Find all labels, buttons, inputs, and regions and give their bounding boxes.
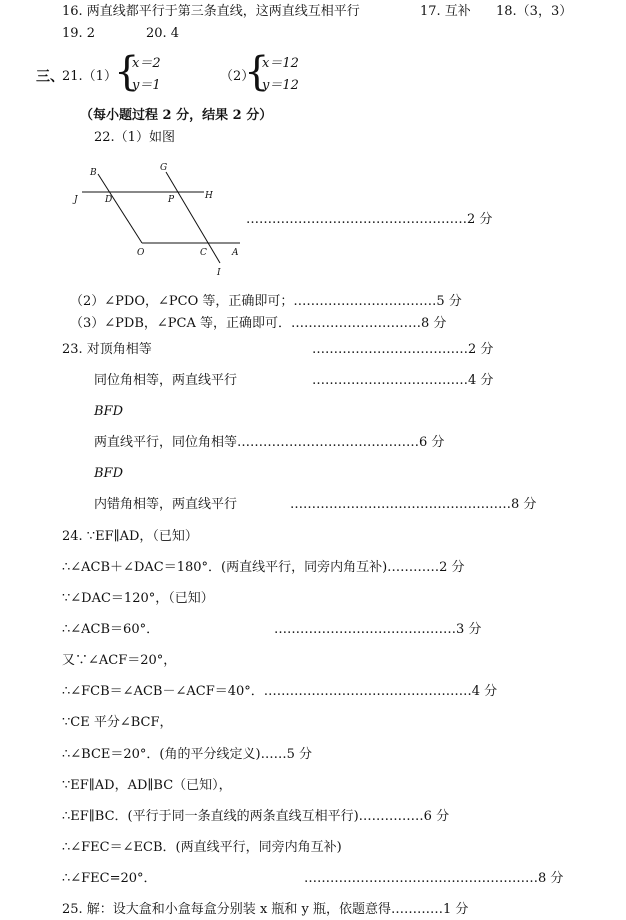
q23-line-6: 内错角相等，两直线平行 <box>94 497 238 512</box>
q23-line-2: 同位角相等，两直线平行 <box>94 373 238 388</box>
q21-system2-y: y＝12 <box>262 78 299 93</box>
q24-line-10: ∴EF∥BC．(平行于同一条直线的两条直线互相平行)……………6 分 <box>62 809 450 824</box>
q21-label: 21.（1） <box>62 69 117 84</box>
q23-line-4: 两直线平行，同位角相等……………………………………6 分 <box>94 435 445 450</box>
q22-score-1: ……………………………………………2 分 <box>246 212 493 227</box>
q23-line-5: BFD <box>94 466 123 481</box>
q24-line-12: ∴∠FEC=20°． <box>62 871 157 886</box>
q24-line-11: ∴∠FEC＝∠ECB．(两直线平行，同旁内角互补) <box>62 840 342 855</box>
fig-label-b: B <box>90 168 97 178</box>
q24-line-1: 24. ∵EF∥AD，（已知） <box>62 529 198 544</box>
fig-label-i: I <box>217 268 221 278</box>
q24-line-4: ∴∠ACB＝60°． <box>62 622 160 637</box>
answer-19: 19. 2 <box>62 26 96 41</box>
q24-line-8: ∴∠BCE＝20°．(角的平分线定义)……5 分 <box>62 747 312 762</box>
section-3-heading: 三、 <box>36 69 64 85</box>
q21-system2-brace: { <box>244 49 270 95</box>
q23-line-3: BFD <box>94 404 123 419</box>
q23-score-3: ……………………………………………8 分 <box>290 497 537 512</box>
fig-label-j: J <box>74 195 78 205</box>
q24-line-5: 又∵∠ACF＝20°， <box>62 653 177 668</box>
q21-system2-x: x＝12 <box>262 56 299 71</box>
q24-score-8: ………………………………………………8 分 <box>304 871 564 886</box>
q24-line-2: ∴∠ACB＋∠DAC＝180°．(两直线平行，同旁内角互补)…………2 分 <box>62 560 465 575</box>
q21-system1-x: x＝2 <box>132 56 161 71</box>
q22-part-3: （3）∠PDB，∠PCA 等，正确即可．…………………………8 分 <box>70 316 447 331</box>
q24-line-6: ∴∠FCB＝∠ACB－∠ACF＝40°．…………………………………………4 分 <box>62 684 498 699</box>
q23-line-1: 23. 对顶角相等 <box>62 342 152 357</box>
q22-geometry-figure <box>62 158 252 280</box>
q21-system1-brace: { <box>114 49 140 95</box>
fig-label-o: O <box>137 248 145 258</box>
q24-line-9: ∵EF∥AD，AD∥BC（已知）， <box>62 778 232 793</box>
q21-scoring-note: （每小题过程 2 分，结果 2 分） <box>80 108 273 123</box>
answer-20: 20. 4 <box>146 26 180 41</box>
q24-line-7: ∵CE 平分∠BCF， <box>62 715 173 730</box>
answer-16: 16. 两直线都平行于第三条直线，这两直线互相平行 <box>62 4 360 19</box>
fig-label-a: A <box>232 248 239 258</box>
q22-part-2: （2）∠PDO，∠PCO 等，正确即可；……………………………5 分 <box>70 294 462 309</box>
fig-label-g: G <box>160 163 168 173</box>
fig-label-c: C <box>200 248 207 258</box>
q25-line-1: 25. 解：设大盒和小盒每盒分别装 x 瓶和 y 瓶，依题意得…………1 分 <box>62 902 469 917</box>
q22-heading: 22.（1）如图 <box>94 130 175 145</box>
answer-17: 17. 互补 <box>420 4 471 19</box>
q24-line-3: ∵∠DAC＝120°，（已知） <box>62 591 214 606</box>
q24-score-3: ……………………………………3 分 <box>274 622 482 637</box>
fig-label-h: H <box>205 191 213 201</box>
answer-18: 18.（3，3） <box>496 4 573 19</box>
fig-label-p: P <box>168 195 175 205</box>
q23-score-2: ………………………………4 分 <box>312 373 494 388</box>
q21-label-2: （2） <box>220 69 255 84</box>
fig-label-d: D <box>105 195 113 205</box>
q21-system1-y: y＝1 <box>132 78 161 93</box>
q23-score-1: ………………………………2 分 <box>312 342 494 357</box>
